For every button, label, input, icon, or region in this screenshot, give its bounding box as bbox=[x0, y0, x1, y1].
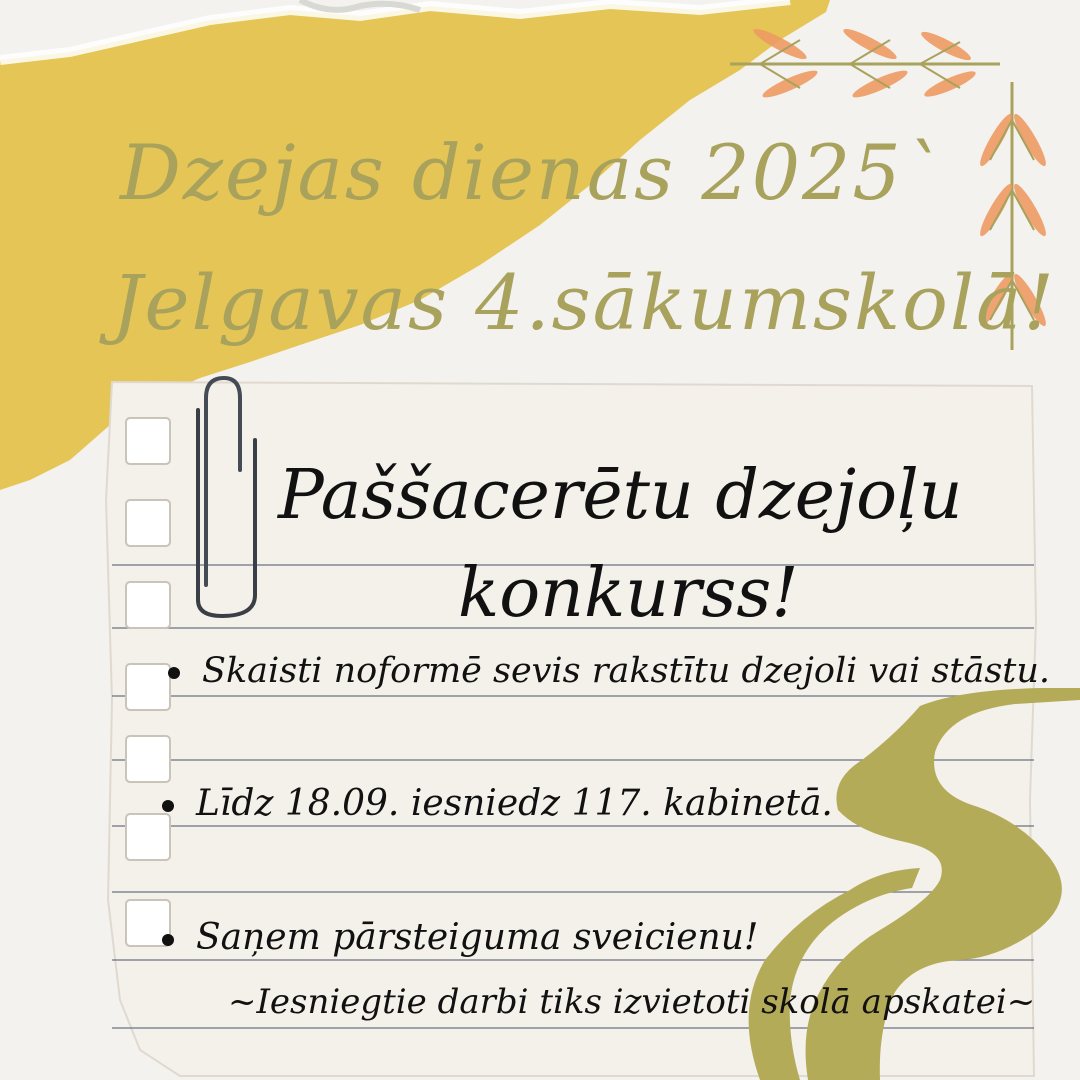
contest-heading-line-2: konkurss! bbox=[458, 554, 799, 633]
bullet-dot-icon bbox=[168, 667, 180, 679]
bullet-dot-icon bbox=[162, 934, 174, 946]
list-item-text: Skaisti noformē sevis rakstītu dzejoli vai stāstu. bbox=[202, 651, 1051, 691]
list-item-text: Saņem pārsteiguma sveicienu! bbox=[196, 917, 759, 958]
bullet-dot-icon bbox=[162, 800, 174, 812]
poster-title-line-2: Jelgavas 4.sākumskolā! bbox=[112, 258, 1056, 347]
footnote: ~Iesniegtie darbi tiks izvietoti skolā apskatei~ bbox=[228, 982, 1036, 1022]
list-item bbox=[162, 783, 833, 824]
list-item-text: Līdz 18.09. iesniedz 117. kabinetā. bbox=[196, 783, 833, 824]
list-item bbox=[162, 917, 759, 958]
list-item bbox=[168, 651, 1051, 691]
contest-heading-line-1: Paššacerētu dzejoļu bbox=[278, 456, 963, 535]
poster-title-line-1: Dzejas dienas 2025` bbox=[120, 128, 943, 217]
